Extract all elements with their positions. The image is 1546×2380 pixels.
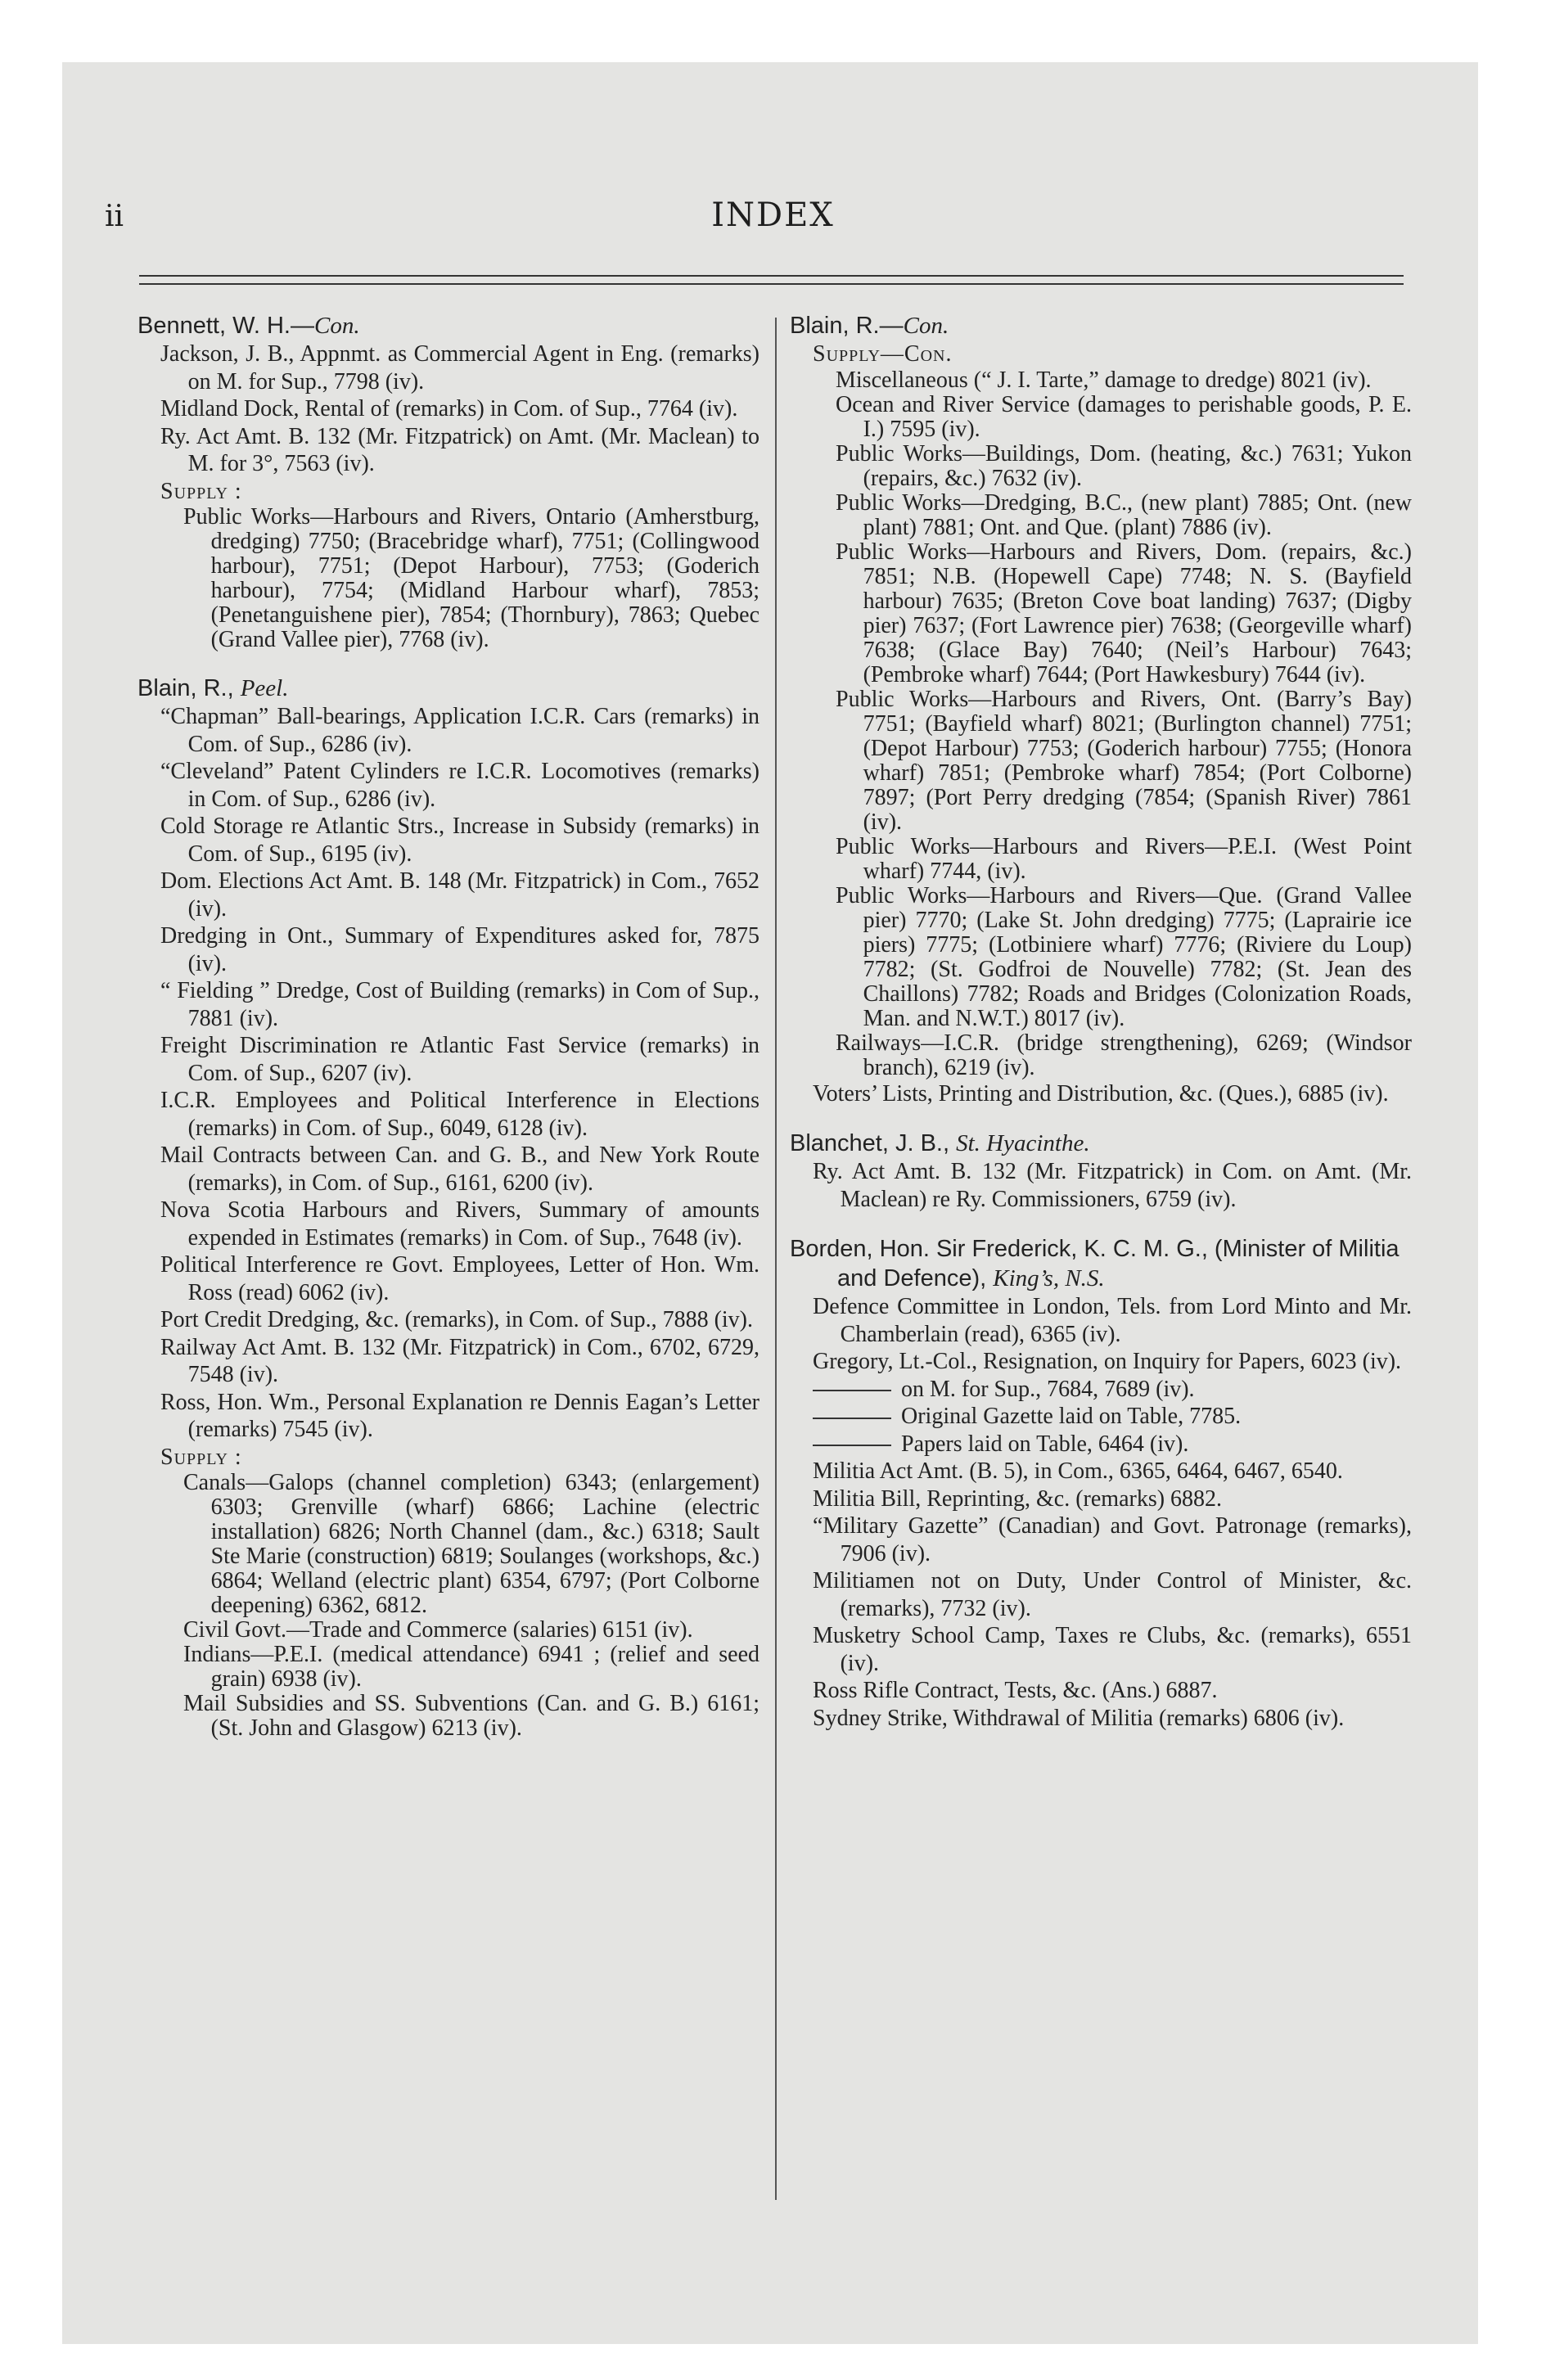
index-item: Musketry School Camp, Taxes re Clubs, &c. (remarks), 6551 (iv). [813,1623,1412,1676]
entry-name: Blanchet, J. B., [790,1130,957,1156]
index-item: Political Interference re Govt. Employees, Letter of Hon. Wm. Ross (read) 6062 (iv). [160,1252,759,1305]
index-item: Militiamen not on Duty, Under Control of Minister, &c. (remarks), 7732 (iv). [813,1568,1412,1621]
header-rule-top [139,275,1404,277]
index-item: “Chapman” Ball-bearings, Application I.C.R. Cars (remarks) in Com. of Sup., 6286 (iv). [160,704,759,757]
index-item: Dredging in Ont., Summary of Expenditures asked for, 7875 (iv). [160,923,759,976]
index-item: Ry. Act Amt. B. 132 (Mr. Fitzpatrick) in Com. on Amt. (Mr. Maclean) re Ry. Commissioners, 6759 (iv). [813,1159,1412,1212]
repeat-entry [790,1431,1412,1458]
index-item: Midland Dock, Rental of (remarks) in Com. of Sup., 7764 (iv). [160,396,738,421]
index-entry [137,674,759,1741]
index-item: Militia Bill, Reprinting, &c. (remarks) 6882. [813,1485,1223,1512]
right-column [790,304,1412,1732]
index-item: “Military Gazette” (Canadian) and Govt. Patronage (remarks), 7906 (iv). [813,1513,1412,1566]
index-item: Freight Discrimination re Atlantic Fast Service (remarks) in Com. of Sup., 6207 (iv). [160,1033,759,1086]
repeat-entry [790,1376,1412,1404]
index-item: Militia Act Amt. (B. 5), in Com., 6365, 6464, 6467, 6540. [813,1458,1343,1484]
sub-entry: Miscellaneous (“ J. I. Tarte,” damage to dredge) 8021 (iv). [836,367,1372,393]
index-item: I.C.R. Employees and Political Interference in Elections (remarks) in Com. of Sup., 6049, 6128 (iv). [160,1088,759,1141]
index-item: Dom. Elections Act Amt. B. 148 (Mr. Fitzpatrick) in Com., 7652 (iv). [160,868,759,922]
index-entry [790,1234,1412,1732]
entry-name: Bennett, W. H.— [137,313,314,339]
sub-entry: Public Works—Harbours and Rivers, Dom. (repairs, &c.) 7851; N.B. (Hopewell Cape) 7748; N. S. (Bayfield harbour) 7635; (Breton Cove boat landing) 7637; (Digby pier) 7637; (Fort Lawrence pier) 7638; (Georgeville wharf) 7638; (Glace Bay) 7640; (Neil’s Harbour) 7643; (Pembroke wharf) 7644; (Port Hawkesbury) 7644 (iv). [836,539,1412,687]
index-item: Gregory, Lt.-Col., Resignation, on Inquiry for Papers, 6023 (iv). [813,1349,1402,1374]
entry-constituency: Con. [903,313,949,339]
repeat-entry-text: on M. for Sup., 7684, 7689 (iv). [901,1376,1195,1402]
sub-entry: Public Works—Dredging, B.C., (new plant) 7885; Ont. (new plant) 7881; Ont. and Que. (plant) 7886 (iv). [836,489,1412,540]
entry-name: Blain, R.— [790,313,904,339]
header-rule-bottom [139,283,1404,285]
sub-entry: Civil Govt.—Trade and Commerce (salaries) 6151 (iv). [183,1617,693,1643]
index-item: Mail Contracts between Can. and G. B., and New York Route (remarks), in Com. of Sup., 6161, 6200 (iv). [160,1143,759,1196]
column-divider [775,318,777,2200]
section-label: Supply : [160,478,242,504]
index-item: Jackson, J. B., Appnmt. as Commercial Agent in Eng. (remarks) on M. for Sup., 7798 (iv). [160,341,759,394]
repeat-entry-text: Papers laid on Table, 6464 (iv). [901,1431,1189,1457]
sub-entry: Public Works—Harbours and Rivers—P.E.I. (West Point wharf) 7744, (iv). [836,833,1412,884]
repeat-entry-text: Original Gazette laid on Table, 7785. [901,1404,1242,1429]
index-item: “ Fielding ” Dredge, Cost of Building (remarks) in Com of Sup., 7881 (iv). [160,978,759,1031]
entry-heading [790,1234,1412,1293]
entry-heading [790,311,1412,340]
page-title: INDEX [711,196,835,234]
index-item: Nova Scotia Harbours and Rivers, Summary of amounts expended in Estimates (remarks) in Com. of Sup., 7648 (iv). [160,1197,759,1251]
section-label: Supply—Con. [813,341,953,367]
sub-entry: Mail Subsidies and SS. Subventions (Can. and G. B.) 6161; (St. John and Glasgow) 6213 (iv). [183,1691,759,1741]
index-item: Railway Act Amt. B. 132 (Mr. Fitzpatrick) in Com., 6702, 6729, 7548 (iv). [160,1334,759,1387]
ditto-dash [813,1445,891,1446]
index-item: Cold Storage re Atlantic Strs., Increase in Subsidy (remarks) in Com. of Sup., 6195 (iv). [160,814,759,867]
index-item: Ross Rifle Contract, Tests, &c. (Ans.) 6887. [813,1678,1218,1703]
entry-constituency: Con. [313,313,360,339]
sub-entry: Public Works—Harbours and Rivers—Que. (Grand Vallee pier) 7770; (Lake St. John dredging) 7775; (Laprairie ice piers) 7775; (Lotbiniere wharf) 7776; (Riviere du Loup) 7782; (St. Godfroi de Nouvelle) 7782; (St. Jean des Chaillons) 7782; Roads and Bridges (Colonization Roads, Man. and N.W.T.) 8017 (iv). [836,882,1412,1031]
sub-entry: Public Works—Harbours and Rivers, Ontario (Amherstburg, dredging) 7750; (Bracebridge wharf), 7751; (Collingwood harbour), 7751; (Depot Harbour), 7753; (Goderich harbour), 7754; (Midland Harbour wharf), 7853; (Penetanguishene pier), 7854; (Thornbury), 7863; Quebec (Grand Vallee pier), 7768 (iv). [183,504,759,652]
ditto-dash [813,1390,891,1391]
entry-name: Blain, R., [137,675,241,701]
index-entry [790,1129,1412,1213]
page-number: ii [105,200,124,233]
index-item: “Cleveland” Patent Cylinders re I.C.R. Locomotives (remarks) in Com. of Sup., 6286 (iv). [160,759,759,812]
index-item: Ry. Act Amt. B. 132 (Mr. Fitzpatrick) on Amt. (Mr. Maclean) to M. for 3°, 7563 (iv). [160,423,759,476]
sub-entry: Railways—I.C.R. (bridge strengthening), 6269; (Windsor branch), 6219 (iv). [836,1030,1412,1080]
entry-heading [137,311,759,340]
index-item: Port Credit Dredging, &c. (remarks), in Com. of Sup., 7888 (iv). [160,1307,754,1332]
sub-entry: Public Works—Harbours and Rivers, Ont. (Barry’s Bay) 7751; (Bayfield wharf) 8021; (Burlington channel) 7751; (Depot Harbour) 7753; (Goderich harbour) 7755; (Honora wharf) 7851; (Pembroke wharf) 7854; (Port Colborne) 7897; (Port Perry dredging (7854; (Spanish River) 7861 (iv). [836,686,1412,835]
entry-heading [790,1129,1412,1158]
repeat-entry [790,1403,1412,1431]
entry-constituency: St. Hyacinthe. [956,1130,1090,1156]
sub-entry: Public Works—Buildings, Dom. (heating, &c.) 7631; Yukon (repairs, &c.) 7632 (iv). [836,440,1412,491]
index-item: Defence Committee in London, Tels. from Lord Minto and Mr. Chamberlain (read), 6365 (iv). [813,1294,1412,1347]
index-item: Ross, Hon. Wm., Personal Explanation re Dennis Eagan’s Letter (remarks) 7545 (iv). [160,1389,759,1442]
sub-entry: Indians—P.E.I. (medical attendance) 6941 ; (relief and seed grain) 6938 (iv). [183,1642,759,1692]
sub-entry: Canals—Galops (channel completion) 6343; (enlargement) 6303; Grenville (wharf) 6866; Lachine (electric installation) 6826; North Channel (dam., &c.) 6318; Sault Ste Marie (construction) 6819; Soulanges (workshops, &c.) 6864; Welland (electric plant) 6354, 6797; (Port Colborne deepening) 6362, 6812. [183,1470,759,1618]
index-entry [137,311,759,652]
entry-name: Borden, Hon. Sir Frederick, K. C. M. G., (Minister of Militia and Defence), [790,1236,1400,1291]
index-item: Sydney Strike, Withdrawal of Militia (remarks) 6806 (iv). [813,1705,1345,1731]
entry-constituency: King’s, N.S. [993,1265,1105,1291]
index-entry [790,311,1412,1107]
sub-entry: Ocean and River Service (damages to perishable goods, P. E. I.) 7595 (iv). [836,391,1412,442]
section-label: Supply : [160,1444,242,1470]
entry-constituency: Peel. [240,675,289,701]
left-column [137,304,759,1741]
ditto-dash [813,1418,891,1419]
entry-heading [137,674,759,703]
index-item: Voters’ Lists, Printing and Distribution, &c. (Ques.), 6885 (iv). [813,1080,1389,1107]
